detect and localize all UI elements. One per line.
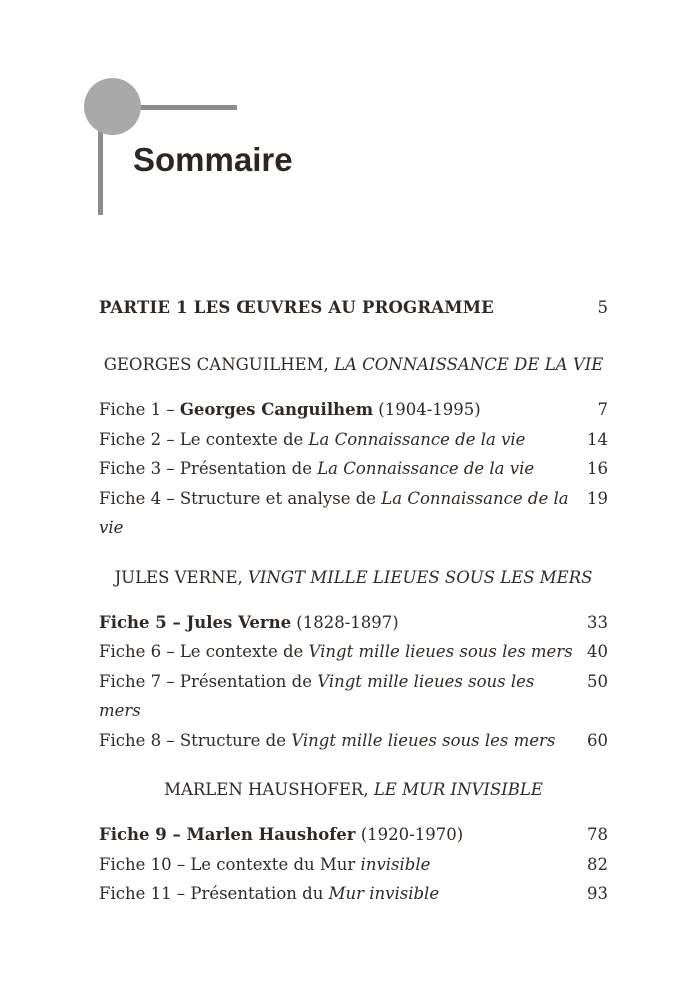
entry-tail: (1904-1995) [373,400,481,419]
toc-entry [99,484,608,543]
entry-work-title: La Connaissance de la vie [308,429,526,449]
page-number: 78 [587,825,608,844]
toc-entry [99,637,608,667]
page-number: 93 [587,884,608,903]
entry-work-title: Vingt mille lieues sous les mers [99,671,535,720]
entry-tail: (1920-1970) [355,825,464,844]
toc-section-canguilhem [99,353,608,543]
toc-entry-text [99,879,439,909]
toc-entry [99,395,608,425]
entry-strong: Fiche 5 – Jules Verne [99,612,292,632]
toc-entry [99,608,608,638]
toc-entry-text [99,608,399,638]
page-number: 14 [587,429,608,449]
ornament-vertical-line [98,128,103,215]
page-number: 40 [587,642,608,661]
page-number: 60 [587,730,608,750]
page-number: 82 [587,854,608,874]
toc-entry-text [99,454,534,484]
toc-entry-text [99,425,525,455]
entry-lead: Fiche 4 – Structure et analyse de [99,488,382,508]
toc-entry [99,726,608,756]
toc-entry-text [99,820,463,850]
toc-entry [99,850,608,880]
entry-strong: Georges Canguilhem [179,400,374,419]
entry-work-title: La Connaissance de la vie [317,459,535,478]
entry-work-title: invisible [360,854,431,874]
toc-entry [99,425,608,455]
section-entries [99,608,608,756]
table-of-contents [99,296,608,909]
section-heading [99,353,608,377]
part-heading-label: PARTIE 1 LES ŒUVRES AU PROGRAMME [99,298,494,317]
section-work-title: VINGT MILLE LIEUES SOUS LES MERS [248,567,593,587]
entry-lead: Fiche 1 – [99,400,180,419]
circle-ornament-icon [84,78,141,135]
toc-entry [99,667,608,726]
entry-work-title: Vingt mille lieues sous les mers [291,730,556,750]
toc-entry-text [99,726,555,756]
entry-lead: Fiche 8 – Structure de [99,730,292,750]
toc-section-verne [99,566,608,756]
page-number: 50 [587,671,608,691]
section-entries [99,820,608,909]
page-number: 33 [587,612,608,632]
entry-lead: Fiche 2 – Le contexte de [99,429,309,449]
entry-lead: Fiche 10 – Le contexte du Mur [99,854,361,874]
part-page-number: 5 [597,298,608,317]
page-number: 16 [587,459,608,478]
toc-entry [99,820,608,850]
section-heading [99,778,608,802]
toc-section-haushofer [99,778,608,909]
page-number: 7 [597,400,608,419]
toc-entry-text [99,484,581,543]
toc-entry-text [99,395,481,425]
part-heading-row [99,296,608,320]
page-title: Sommaire [133,141,293,178]
page-number: 19 [587,488,608,508]
toc-entry-text [99,850,430,880]
entry-work-title: Vingt mille lieues sous les mers [308,642,573,661]
section-author: MARLEN HAUSHOFER, [164,780,374,799]
section-work-title: LE MUR INVISIBLE [373,780,543,799]
section-work-title: LA CONNAISSANCE DE LA VIE [334,355,604,374]
section-author: GEORGES CANGUILHEM, [103,355,335,374]
section-entries [99,395,608,543]
toc-entry-text [99,637,573,667]
entry-strong: Fiche 9 – Marlen Haushofer [99,825,356,844]
entry-work-title: La Connaissance de la vie [99,488,569,537]
entry-tail: (1828-1897) [291,612,399,632]
entry-lead: Fiche 11 – Présentation du [99,884,329,903]
toc-entry-text [99,667,581,726]
entry-work-title: Mur invisible [328,884,440,903]
entry-lead: Fiche 7 – Présentation de [99,671,318,691]
toc-entry [99,454,608,484]
ornament-horizontal-line [138,105,237,110]
toc-entry [99,879,608,909]
section-heading [99,566,608,590]
entry-lead: Fiche 6 – Le contexte de [99,642,309,661]
section-author: JULES VERNE, [114,567,248,587]
entry-lead: Fiche 3 – Présentation de [99,459,318,478]
